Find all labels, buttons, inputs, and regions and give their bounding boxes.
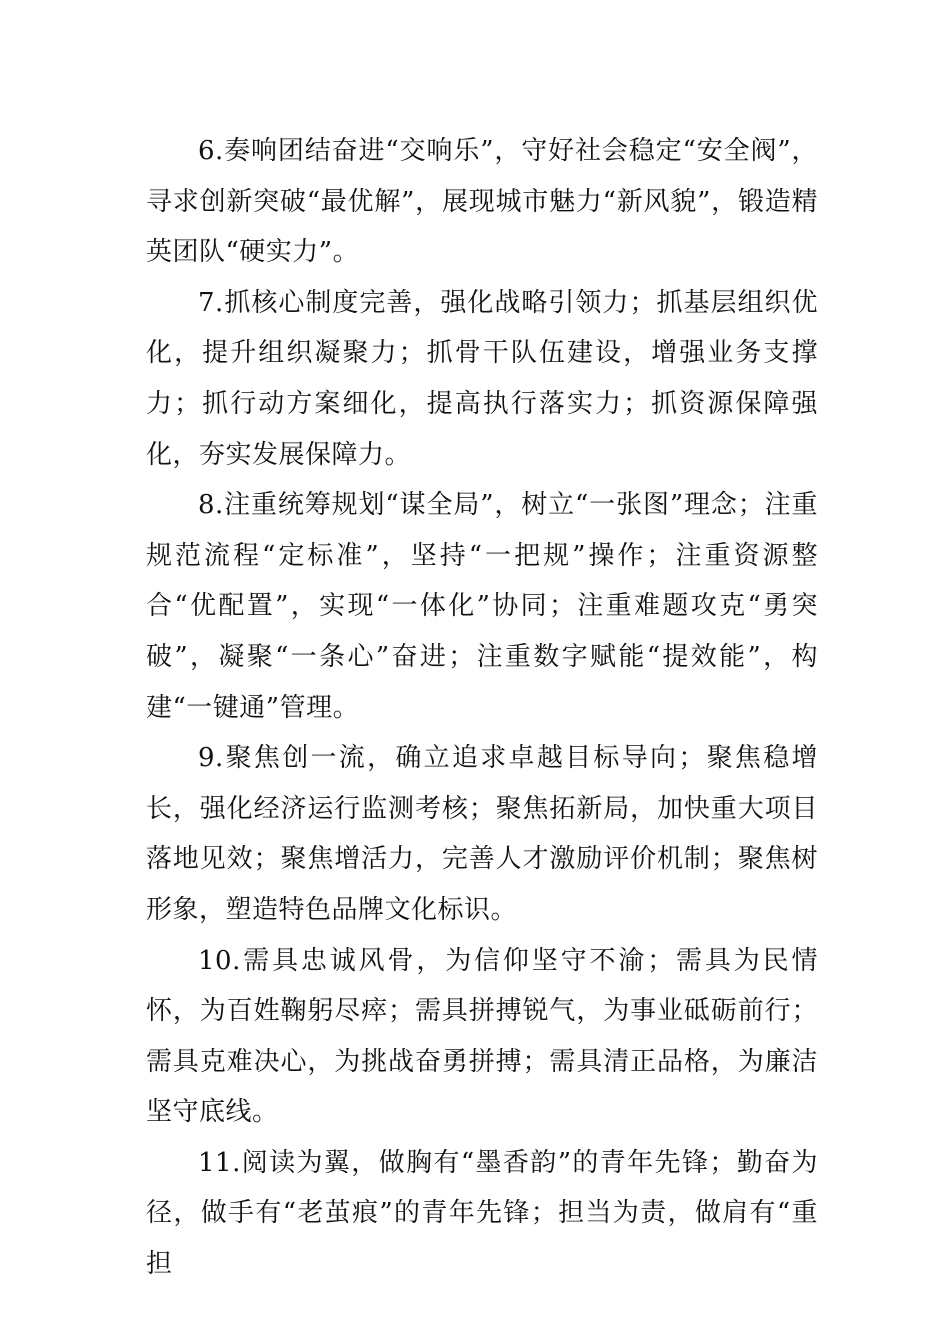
paragraph-item-6: 6.奏响团结奋进“交响乐”，守好社会稳定“安全阀”，寻求创新突破“最优解”，展现城市魅力“新风貌”，锻造精英团队“硬实力”。 (146, 136, 818, 268)
paragraph-item-10: 10.需具忠诚风骨，为信仰坚守不渝；需具为民情怀，为百姓鞠躬尽瘁；需具拼搏锐气，为事业砥砺前行；需具克难决心，为挑战奋勇拼搏；需具清正品格，为廉洁坚守底线。 (146, 945, 818, 1128)
paragraph-item-7: 7.抓核心制度完善，强化战略引领力；抓基层组织优化，提升组织凝聚力；抓骨干队伍建设，增强业务支撑力；抓行动方案细化，提高执行落实力；抓资源保障强化，夯实发展保障力。 (146, 287, 818, 470)
document-body (146, 126, 818, 1290)
paragraph-item-8: 8.注重统筹规划“谋全局”，树立“一张图”理念；注重规范流程“定标准”，坚持“一把规”操作；注重资源整合“优配置”，实现“一体化”协同；注重难题攻克“勇突破”，凝聚“一条心”奋进；注重数字赋能“提效能”，构建“一键通”管理。 (146, 490, 818, 723)
paragraph-item-9: 9.聚焦创一流，确立追求卓越目标导向；聚焦稳增长，强化经济运行监测考核；聚焦拓新局，加快重大项目落地见效；聚焦增活力，完善人才激励评价机制；聚焦树形象，塑造特色品牌文化标识。 (146, 743, 818, 925)
paragraph-item-11: 11.阅读为翼，做胸有“墨香韵”的青年先锋；勤奋为径，做手有“老茧痕”的青年先锋；担当为责，做肩有“重担 (146, 1147, 818, 1280)
